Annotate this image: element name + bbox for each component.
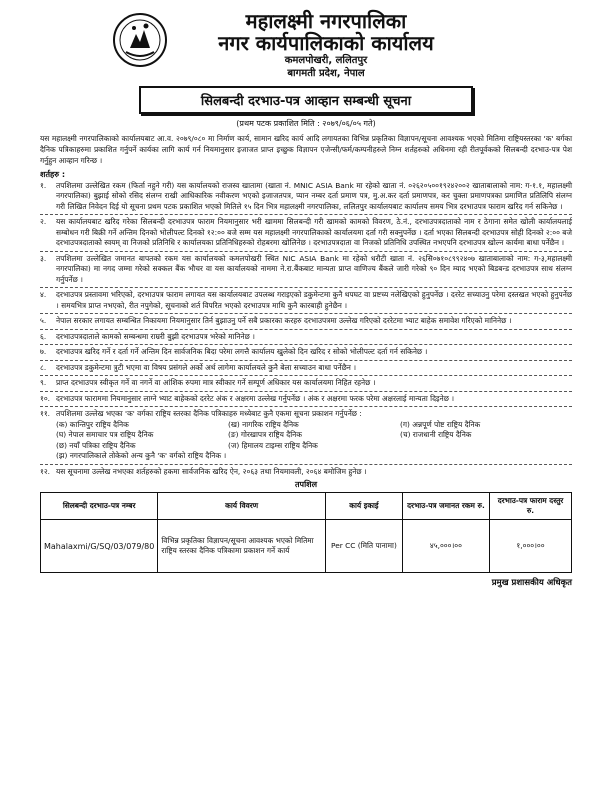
schedule-heading: तपशिल [294,480,318,490]
cell-fee: १,०००।०० [490,520,572,573]
divider [40,313,572,314]
term-text: तपशिलमा उल्लेखित रकम (फिर्ता नहुने गरी) यस कार्यालयको राजस्व खातामा (खाता नं. MNIC ASIA Bank मा रहेको खाता नं. ०२६२०५००१९२४२००२ खाताबालाको नाम: ग-१.१, महालक्ष्मी नगरपालिका) बुझाई सोको रसिद संलग्न राखी आधिकारिक नवीकरण भएको इजाजतपत्र, प्यान नम्बर दर्ता प्रमाण पत्र, मु.अ.कर दर्ता प्रमाणपत्र, कर चुक्ता प्रमाणपत्रका प्रमाणित प्रतिलिपि संलग्न गरी लिखित निवेदन दिई यो सूचना प्रथम पटक प्रकाशित भएको मितिले १५ दिन भित्र महालक्ष्मी नगरपालिका, ललितपुर कार्यालयबाट कार्यालय समय भित्र दरभाउपत्र फाराम खरिद गर्न सकिनेछ । [56,180,572,211]
divider [40,406,572,407]
term-number: १२. [40,466,51,476]
publication-item: (च) राजधानी राष्ट्रिय दैनिक [400,430,472,440]
term-item [40,347,572,358]
publication-item: (छ) नयाँ पत्रिका राष्ट्रिय दैनिक [56,440,136,450]
publication-item: (ग) अन्नपूर्ण पोष्ट राष्ट्रिय दैनिक [400,419,481,429]
divider [40,391,572,392]
col-header-number: सिलबन्दी दरभाउ-पत्र नम्बर [41,493,158,520]
cell-work: विभिन्न प्रकृतिका विज्ञापन/सूचना आवश्यक भएको मितिमा राष्ट्रिय स्तरका दैनिक पत्रिकामा प्रकाशन गर्ने कार्य [158,520,326,573]
term-item [40,378,572,389]
term-number: ४. [40,290,47,300]
cell-unit: Per CC (मिति पानामा) [325,520,402,573]
term-number: ७. [40,347,47,357]
publication-item: (ङ) गोरखापत्र राष्ट्रिय दैनिक [228,430,302,440]
signature-line: प्रमुख प्रशासकीय अधिकृत [491,578,572,589]
term-text: दरभाउपत्र प्रस्तावमा भरिएको, दरभाउपत्र फाराम लगायत यस कार्यालयबाट उपलब्ध गराइएको डकुमेन्टमा कुनै थपघट वा प्रष्टच्य नलेखिएको हुनुपर्नेछ । दररेट सच्याउनु परेमा दस्तखत भएको हुनुपर्नेछ । समयभित्र प्राप्त नभएको, रीत नपुगेको, सूचनाको शर्त विपरित भएको दरभाउपत्र माथि कुनै कारबाही हुनेछैन । [56,290,572,310]
term-number: १. [40,180,47,190]
publish-date: (प्रथम पटक प्रकाशित मिति : २०७९/०६/०५ गते) [236,119,376,128]
office-location: कमलपोखरी, ललितपुर [284,55,368,66]
term-text: प्राप्त दरभाउपत्र स्वीकृत गर्ने वा नगर्ने वा आंशिक रुपमा मात्र स्वीकार गर्ने सम्पूर्ण अधिकार यस कार्यालयमा निहित रहनेछ । [56,378,376,388]
publication-item [400,441,572,452]
notice-page [40,10,572,588]
term-item [40,181,572,213]
table-row [41,520,572,573]
term-text: तपशिलमा उल्लेख भएका 'क' वर्गका राष्ट्रिय स्तरका दैनिक पत्रिकाहरु मध्येबाट कुनै एकमा सूचना प्रकाशन गर्नुपर्नेछ : [56,409,362,419]
term-number: ९. [40,378,47,388]
divider [40,360,572,361]
publication-list [40,420,572,462]
divider [40,287,572,288]
publication-item: (ख) नागरिक राष्ट्रिय दैनिक [228,419,299,429]
col-header-work: कार्य विवरण [158,493,326,520]
col-header-deposit: दरभाउ-पत्र जमानत रकम रु. [402,493,489,520]
table-header-row [41,493,572,520]
divider [40,344,572,345]
term-text: दरभाउपत्र डकुमेन्टमा त्रुटी भएमा वा विषय प्रसंगले अर्को अर्थ लागेमा कार्यालयले कुनै बेला सच्याउन बाधा पर्नेछैन । [56,362,357,372]
term-number: ८. [40,362,47,372]
term-text: तपशिलमा उल्लेखित जमानत बापतको रकम यस कार्यालयको कमलपोखरी स्थित NIC ASIA Bank मा रहेको धरौटी खाता नं. २६सि०७१०८९९२४०७ खाताबालाको नाम: ग-३,महालक्ष्मी नगरपालिका) मा नगद जम्मा गरेको सक्कल बैंक भौचर वा यस कार्यालयको नाममा ने.रा.बैंकबाट मान्यता प्राप्त वाणिज्य बैंकले जारी गरेको ९० दिन म्याद भएको बिडबन्ड दरभाउपत्र साथ संलग्न गर्नुपर्नेछ । [56,253,572,284]
term-text: यस सूचनामा उल्लेख नभएका शर्तहरुको हकमा सार्वजनिक खरिद ऐन, २०६३ तथा नियमावली, २०६४ बमोजिम हुनेछ । [56,466,367,476]
term-item [40,254,572,286]
divider [40,329,572,330]
term-item [40,394,572,405]
term-text: दरभाउपत्र खरिद गर्ने र दर्ता गर्ने अन्तिम दिन सार्वजनिक बिदा परेमा लगत्तै कार्यालय खुलेको दिन खरिद र सोको भोलीपल्ट दर्ता गर्न सकिनेछ । [56,347,428,357]
term-number: ११. [40,409,51,419]
header [40,10,572,80]
publication-item: (झ) नगरपालिकाले तोकेको अन्य कुनै 'क' वर्गको राष्ट्रिय दैनिक । [56,451,227,461]
term-number: ३. [40,253,47,263]
term-text: दरभाउपत्र फाराममा नियमानुसार लाग्ने भ्याट बाहेकको दररेट अंक र अक्षरमा उल्लेख गर्नुपर्नेछ । अंक र अक्षरमा फरक परेमा अक्षरलाई मान्यता दिइनेछ । [56,393,455,403]
term-item [40,409,572,420]
publication-item: (घ) नेपाल समाचार पत्र राष्ट्रिय दैनिक [56,430,154,440]
divider [40,464,572,465]
cell-number: Mahalaxmi/G/SQ/03/079/80 [41,520,158,573]
publication-item: (क) कान्तिपुर राष्ट्रिय दैनिक [56,419,129,429]
term-number: २. [40,217,47,227]
province-name: बागमती प्रदेश, नेपाल [287,68,365,79]
municipality-name: महालक्ष्मी नगरपालिका [245,9,407,33]
term-item [40,363,572,374]
term-text: दरभाउपत्रदाताले कामको सम्बन्धमा राम्ररी बुझी दरभाउपत्र भरेको मानिनेछ । [56,331,255,341]
term-item [40,332,572,343]
terms-list [40,181,572,420]
divider [40,375,572,376]
term-item [40,290,572,311]
divider [40,251,572,252]
term-number: ५. [40,316,47,326]
term-item [40,467,572,478]
notice-title: सिलबन्दी दरभाउ-पत्र आव्हान सम्बन्धी सूचना [139,86,473,114]
term-item [40,217,572,249]
term-number: ६. [40,331,47,341]
divider [40,214,572,215]
term-text: नेपाल सरकार लगायत सम्बन्धित निकायमा नियमानुसार तिर्न बुझाउनु पर्ने सबै प्रकारका करहरु दरभाउपत्रमा उल्लेख गरिएको दररेटमा भ्याट बाहेक समावेश गरिएको मानिनेछ । [56,316,512,326]
office-name: नगर कार्यपालिकाको कार्यालय [218,31,434,55]
term-item [40,316,572,327]
term-number: १०. [40,393,51,403]
terms-heading: शर्तहरु : [40,169,66,179]
term-text: यस कार्यालयबाट खरिद गरेका सिलबन्दी दरभाउपत्र फाराम नियमानुसार भरी खाममा सिलबन्दी गरी खामको कामको विवरण, ठे.नं., दरभाउपत्रदाताको नाम र ठेगाना समेत खोली कार्यालयलाई सम्बोधन गरी बिक्री गर्ने अन्तिम दिनको भोलीपल्ट दिनको १२:०० बजे सम्म यस महालक्ष्मी नगरपालिकाको कार्यालयमा दर्ता गरी सक्नुपर्नेछ । दर्ता भएका सिलबन्दी दरभाउपत्र सोही दिनको २:०० बजे दरभाउपत्रदाताको स्वयम् वा निजको प्रतिनिधि र कार्यालयका प्रतिनिधिहरुको रोहबरमा खोलिनेछ । दरभाउपत्रदाता वा निजको प्रतिनिधि उपस्थित नभएपनि दरभाउपत्र खोल्न कार्यमा बाधा पर्नेछैन । [56,217,572,248]
publication-item: (ज) हिमालय टाइम्स राष्ट्रिय दैनिक [228,440,318,450]
col-header-fee: दरभाउ-पत्र फाराम दस्तुर रु. [490,493,572,520]
intro-paragraph: यस महालक्ष्मी नगरपालिकाको कार्यालयबाट आ.व. २०७९/०८० मा निर्माण कार्य, सामान खरिद कार्य आदि लगायतका विभिन्न प्रकृतिका विज्ञापन/सूचना आवश्यक भएको मितिमा राष्ट्रियस्तरका 'क' बर्गका दैनिक पत्रिकाहरुमा प्रकाशित गर्नुपर्ने कार्यका लागि कार्य गर्न नियमानुसार इजाजत प्राप्त इच्छुक विज्ञापन एजेन्सी/फर्म/कम्पनीहरुले निम्न शर्तहरुको अधिनमा रही रीतपूर्वकको सिलबन्दी दरभाउ-पत्र पेश गर्नुहुन आव्हान गरिन्छ । [40,134,572,166]
schedule-table [40,492,572,573]
col-header-unit: कार्य इकाई [325,493,402,520]
cell-deposit: ४५,०००।०० [402,520,489,573]
